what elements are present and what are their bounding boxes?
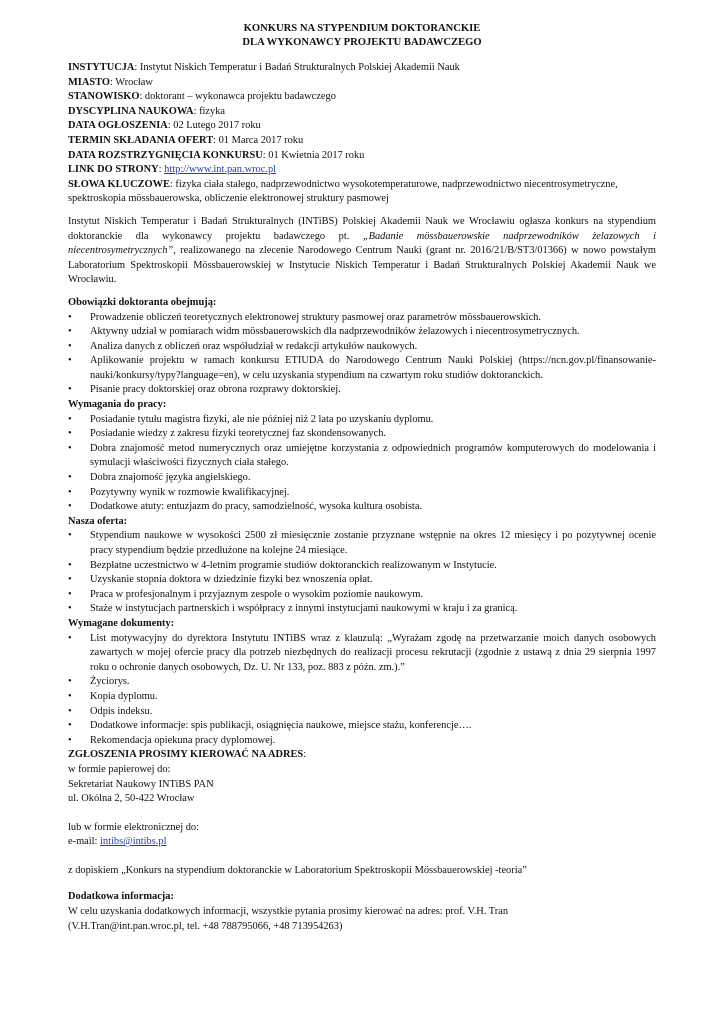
additional-info-line-2: (V.H.Tran@int.pan.wroc.pl, tel. +48 788795066, +48 713954263) <box>68 920 343 932</box>
project-title: „Badanie mössbauerowskie nadprzewodników żelazowych i niecentrosymetrycznych” <box>68 230 656 257</box>
meta-city: MIASTO: Wrocław <box>68 76 153 88</box>
paper-form-line: w formie papierowej do: <box>68 763 171 775</box>
list-item: • Bezpłatne uczestnictwo w 4-letnim programie studiów doktoranckich realizowanym w Instytucie. <box>68 559 656 574</box>
duties-heading: Obowiązki doktoranta obejmują: <box>68 296 217 308</box>
list-item: • Rekomendacja opiekuna pracy dyplomowej. <box>68 734 656 749</box>
intro-paragraph: Instytut Niskich Temperatur i Badań Strukturalnych (INTiBS) Polskiej Akademii Nauk we Wrocławiu ogłasza konkurs na stypendium doktoranckie dla wykonawcy projektu badawczego pt. „Badanie mössbauerowskie nadprzewodników żelazowych i niecentrosymetrycznych”, realizowanego na zlecenie Narodowego Centrum Nauki (grant nr. 2016/21/B/ST3/01366) w nowo powstałym Laboratorium Spektroskopii Mössbauerowskiej w Instytucie Niskich Temperatur i Badań Strukturalnych Polskiej Akademii Nauk we Wrocławiu. <box>68 215 656 286</box>
list-item: • Staże w instytucjach partnerskich i współpracy z innymi instytucjami naukowymi w kraju i za granicą. <box>68 602 656 617</box>
meta-discipline: DYSCYPLINA NAUKOWA: fizyka <box>68 105 226 117</box>
title-line-1: KONKURS NA STYPENDIUM DOKTORANCKIE <box>243 23 481 34</box>
list-item: • Praca w profesjonalnym i przyjaznym zespole o wysokim poziomie naukowym. <box>68 588 656 603</box>
submission-section <box>68 748 656 890</box>
list-item: • Prowadzenie obliczeń teoretycznych elektronowej struktury pasmowej oraz parametrów mössbauerowskich. <box>68 311 656 326</box>
meta-keywords: SŁOWA KLUCZOWE: fizyka ciała stałego, nadprzewodnictwo wysokotemperaturowe, nadprzewodnictwo niecentrosymetryczne, spektroskopia mössbauerowska, obliczenie elektronowej struktury pasmowej <box>68 178 618 205</box>
email-line: e-mail: intibs@intibs.pl <box>68 836 167 848</box>
address-line-2: ul. Okólna 2, 50-422 Wrocław <box>68 793 195 805</box>
meta-block <box>68 61 656 207</box>
list-item: • List motywacyjny do dyrektora Instytutu INTiBS wraz z klauzulą: „Wyrażam zgodę na przetwarzanie moich danych osobowych zawartych w mojej ofercie pracy dla potrzeb niezbędnych do realizacji procesu rekrutacji (zgodnie z ustawą z dnia 29 sierpnia 1997 roku o ochronie danych osobowych, Dz. U. Nr 133, poz. 883 z późn. zm.).” <box>68 632 656 676</box>
duties-section <box>68 296 656 398</box>
requirements-section <box>68 398 656 515</box>
list-item: • Pozytywny wynik w rozmowie kwalifikacyjnej. <box>68 486 656 501</box>
list-item: • Kopia dyplomu. <box>68 690 656 705</box>
address-line-1: Sekretariat Naukowy INTiBS PAN <box>68 778 214 790</box>
list-item: • Aktywny udział w pomiarach widm mössbauerowskich dla nadprzewodników żelazowych i niecentrosymetrycznych. <box>68 325 656 340</box>
website-link[interactable]: http://www.int.pan.wroc.pl <box>164 164 277 176</box>
submission-heading: ZGŁOSZENIA PROSIMY KIEROWAĆ NA ADRES: <box>68 749 307 761</box>
list-item: • Aplikowanie projektu w ramach konkursu ETIUDA do Narodowego Centrum Nauki Polskiej (https://ncn.gov.pl/finansowanie-nauki/konkursy/typy?language=en), w celu uzyskania stypendium na czwartym roku studiów doktoranckich. <box>68 354 656 383</box>
meta-resolution-date: DATA ROZSTRZYGNIĘCIA KONKURSU: 01 Kwietnia 2017 roku <box>68 149 365 161</box>
meta-announcement-date: DATA OGŁOSZENIA: 02 Lutego 2017 roku <box>68 120 261 132</box>
list-item: • Posiadanie tytułu magistra fizyki, ale nie później niż 2 lata po uzyskaniu dyplomu. <box>68 413 656 428</box>
requirements-heading: Wymagania do pracy: <box>68 399 167 411</box>
list-item: • Dodatkowe informacje: spis publikacji, osiągnięcia naukowe, miejsce stażu, konferencje…. <box>68 719 656 734</box>
title-line-2: DLA WYKONAWCY PROJEKTU BADAWCZEGO <box>242 36 482 48</box>
document-title <box>68 22 656 49</box>
meta-position: STANOWISKO: doktorant – wykonawca projektu badawczego <box>68 91 336 103</box>
meta-deadline: TERMIN SKŁADANIA OFERT: 01 Marca 2017 roku <box>68 134 304 146</box>
additional-info-heading: Dodatkowa informacja: <box>68 891 174 903</box>
additional-info-section <box>68 890 656 934</box>
offer-section <box>68 515 656 617</box>
documents-section <box>68 617 656 748</box>
list-item: • Dodatkowe atuty: entuzjazm do pracy, samodzielność, wysoka kultura osobista. <box>68 500 656 515</box>
list-item: • Analiza danych z obliczeń oraz współudział w redakcji artykułów naukowych. <box>68 340 656 355</box>
email-link[interactable]: intibs@intibs.pl <box>100 836 167 848</box>
list-item: • Pisanie pracy doktorskiej oraz obrona rozprawy doktorskiej. <box>68 383 656 398</box>
list-item: • Posiadanie wiedzy z zakresu fizyki teoretycznej faz skondensowanych. <box>68 427 656 442</box>
meta-institution: INSTYTUCJA: Instytut Niskich Temperatur i Badań Strukturalnych Polskiej Akademii Nauk <box>68 62 460 73</box>
submission-note: z dopiskiem „Konkurs na stypendium doktoranckie w Laboratorium Spektroskopii Mössbauerowskiej -teoria” <box>68 864 527 876</box>
meta-link: LINK DO STRONY: http://www.int.pan.wroc.pl <box>68 164 277 176</box>
list-item: • Dobra znajomość metod numerycznych oraz umiejętne korzystania z odpowiednich programów komputerowych do modelowania i symulacji właściwości fizycznych ciała stałego. <box>68 442 656 471</box>
list-item: • Odpis indeksu. <box>68 705 656 720</box>
offer-heading: Nasza oferta: <box>68 515 128 527</box>
document-page <box>68 22 656 934</box>
electronic-form-line: lub w formie elektronicznej do: <box>68 821 199 833</box>
list-item: • Stypendium naukowe w wysokości 2500 zł miesięcznie zostanie przyznane wstępnie na okres 12 miesięcy i po pozytywnej ocenie pracy stypendium będzie przedłużone na kolejne 24 miesiące. <box>68 529 656 558</box>
documents-heading: Wymagane dokumenty: <box>68 617 175 629</box>
list-item: • Dobra znajomość języka angielskiego. <box>68 471 656 486</box>
list-item: • Uzyskanie stopnia doktora w dziedzinie fizyki bez wnoszenia opłat. <box>68 573 656 588</box>
list-item: • Życiorys. <box>68 675 656 690</box>
additional-info-line-1: W celu uzyskania dodatkowych informacji, wszystkie pytania prosimy kierować na adres: prof. V.H. Tran <box>68 906 509 918</box>
